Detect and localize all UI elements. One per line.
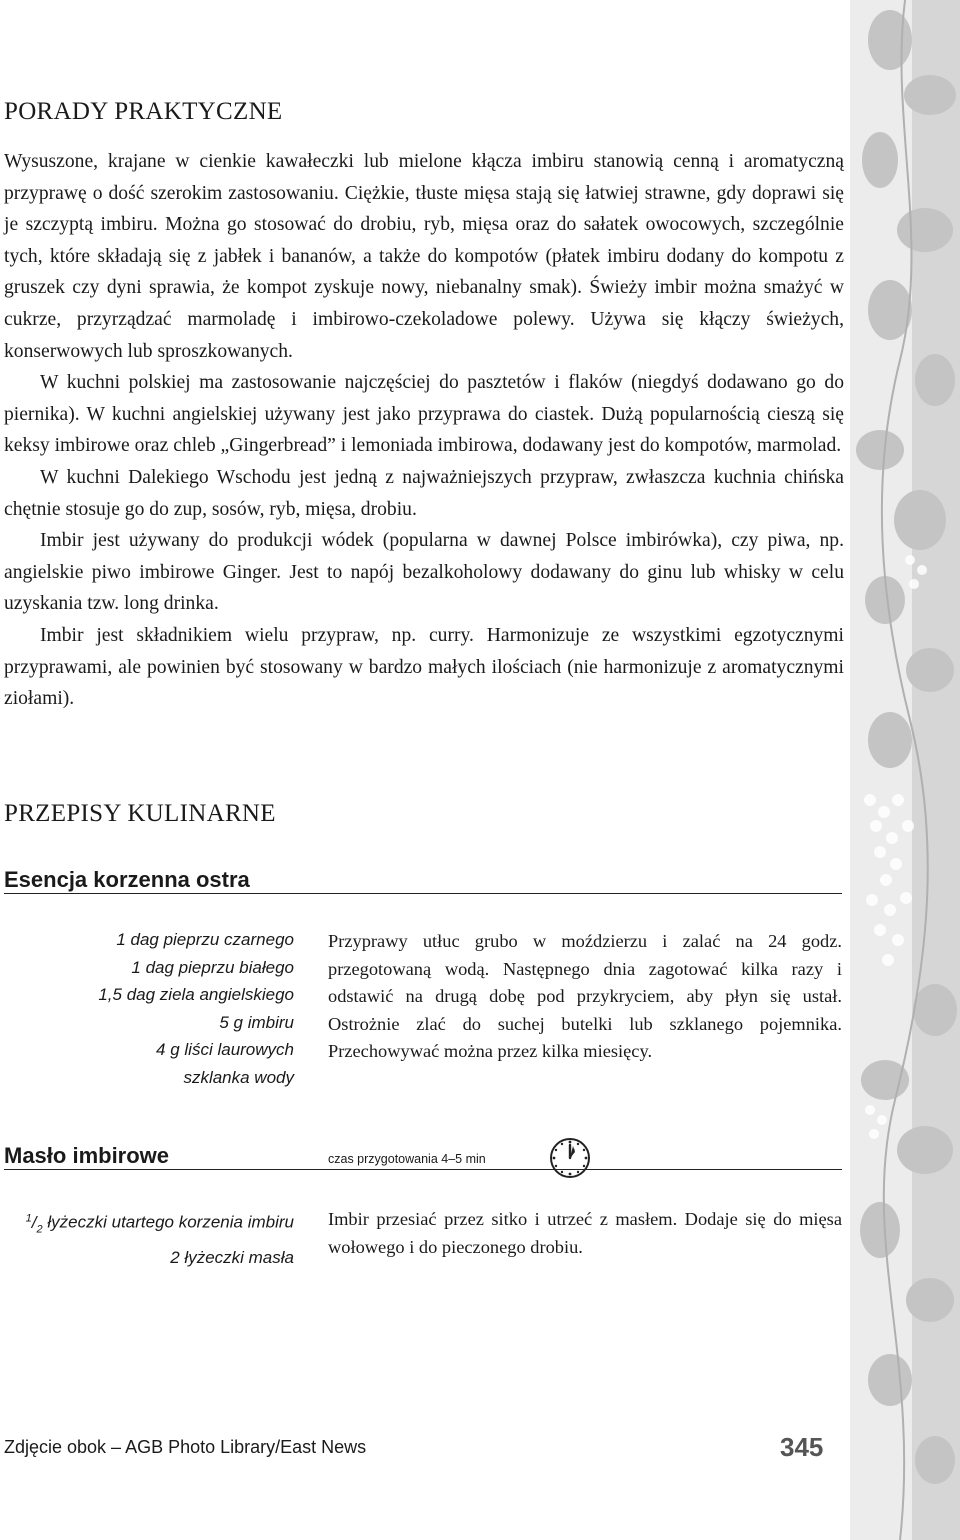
fraction-numerator: 1 bbox=[25, 1212, 32, 1224]
tips-paragraph: Wysuszone, krajane w cienkie kawałeczki lub mielone kłącza imbiru stanowią cenną i aromatyczną przyprawę o dość szerokim zastosowaniu. Ciężkie, tłuste mięsa stają się łatwiej strawne, gdy doprawi się je szczyptą imbiru. Można go stosować do drobiu, ryb, mięsa oraz do sałatek owocowych, szczególnie tych, które składają się z jabłek i bananów, a także do kompotów (płatek imbiru dodany do kompotu z gruszek czy dyni sprawia, że kompot zyskuje nowy, niebanalny smak). Świeży imbir można smażyć w cukrze, przyrządzać marmoladę i imbirowo-czekoladowe polewy. Używa się kłączy świeżych, konserwowych lub sproszkowanych. bbox=[4, 151, 844, 362]
practical-tips-body bbox=[4, 146, 844, 715]
tips-paragraph: Imbir jest składnikiem wielu przypraw, np. curry. Harmonizuje ze wszystkimi egzotycznymi przyprawami, ale powinien być stosowany w bardzo małych ilościach (nie harmonizuje z aromatycznymi ziołami). bbox=[4, 624, 844, 710]
ingredient-item: 4 g liści laurowych bbox=[156, 1040, 294, 1060]
recipe-method-esencja: Przyprawy utłuc grubo w moździerzu i zalać na 24 godz. przegotowaną wodą. Następnego dnia zagotować kilka razy i odstawić na drugą dobę pod przykryciem, aby płyn się ustał. Ostrożnie zlać do suchej butelki lub szklanego pojemnika. Przechowywać można przez kilka miesięcy. bbox=[328, 931, 842, 1062]
ingredient-text: łyżeczki utartego korzenia imbiru bbox=[47, 1212, 294, 1232]
ingredient-item: 1,5 dag ziela angielskiego bbox=[98, 985, 294, 1005]
fraction-denominator: 2 bbox=[36, 1223, 43, 1236]
ingredient-item: 1 dag pieprzu białego bbox=[131, 957, 294, 977]
clock-icon bbox=[548, 1136, 592, 1180]
ingredient-item: szklanka wody bbox=[183, 1067, 294, 1087]
tips-paragraph: W kuchni polskiej ma zastosowanie najczęściej do pasztetów i flaków (niegdyś dodawano go do piernika). W kuchni angielskiej używany jest jako przyprawa do ciastek. Dużą popularnością cieszą się keksy imbirowe oraz chleb „Gingerbread” i lemoniada imbirowa, dodawany jest do kompotów, marmolad. bbox=[4, 372, 844, 457]
photo-credit: Zdjęcie obok – AGB Photo Library/East News bbox=[4, 1437, 367, 1457]
tips-paragraph: W kuchni Dalekiego Wschodu jest jedną z najważniejszych przypraw, zwłaszcza kuchnia chińska chętnie stosuje go do zup, sosów, ryb, mięsa, drobiu. bbox=[4, 466, 844, 520]
ingredient-item: 1 dag pieprzu czarnego bbox=[116, 930, 294, 949]
recipe-title-maslo-imbirowe: Masło imbirowe bbox=[4, 1143, 170, 1168]
ingredient-list-esencja bbox=[2, 926, 294, 1092]
ingredient-item: 5 g imbiru bbox=[219, 1012, 294, 1032]
tips-paragraph: Imbir jest używany do produkcji wódek (popularna w dawnej Polsce imbirówka), czy piwa, np. angielskie piwo imbirowe Ginger. Jest to napój bezalkoholowy dodawany do ginu lub whisky w celu uzyskania tzw. long drinka. bbox=[4, 530, 844, 615]
recipe-title-divider bbox=[4, 1169, 842, 1170]
ingredient-list-maslo bbox=[2, 1205, 294, 1271]
ingredient-item: 2 łyżeczki masła bbox=[170, 1247, 294, 1267]
fraction-half: $^1/_2$ bbox=[25, 1212, 43, 1236]
recipe-title-divider bbox=[4, 893, 842, 894]
prep-time-label: czas przygotowania 4–5 min bbox=[328, 1152, 486, 1166]
recipe-method-maslo: Imbir przesiać przez sitko i utrzeć z masłem. Dodaje się do mięsa wołowego i do pieczonego drobiu. bbox=[328, 1209, 842, 1257]
ingredient-item bbox=[2, 1205, 294, 1244]
section-heading-recipes: PRZEPISY KULINARNE bbox=[4, 800, 276, 827]
recipe-title-esencja: Esencja korzenna ostra bbox=[4, 867, 250, 892]
botanical-border-decoration bbox=[850, 0, 960, 1540]
page-number: 345 bbox=[780, 1432, 824, 1462]
section-heading-practical-tips: PORADY PRAKTYCZNE bbox=[4, 98, 283, 125]
